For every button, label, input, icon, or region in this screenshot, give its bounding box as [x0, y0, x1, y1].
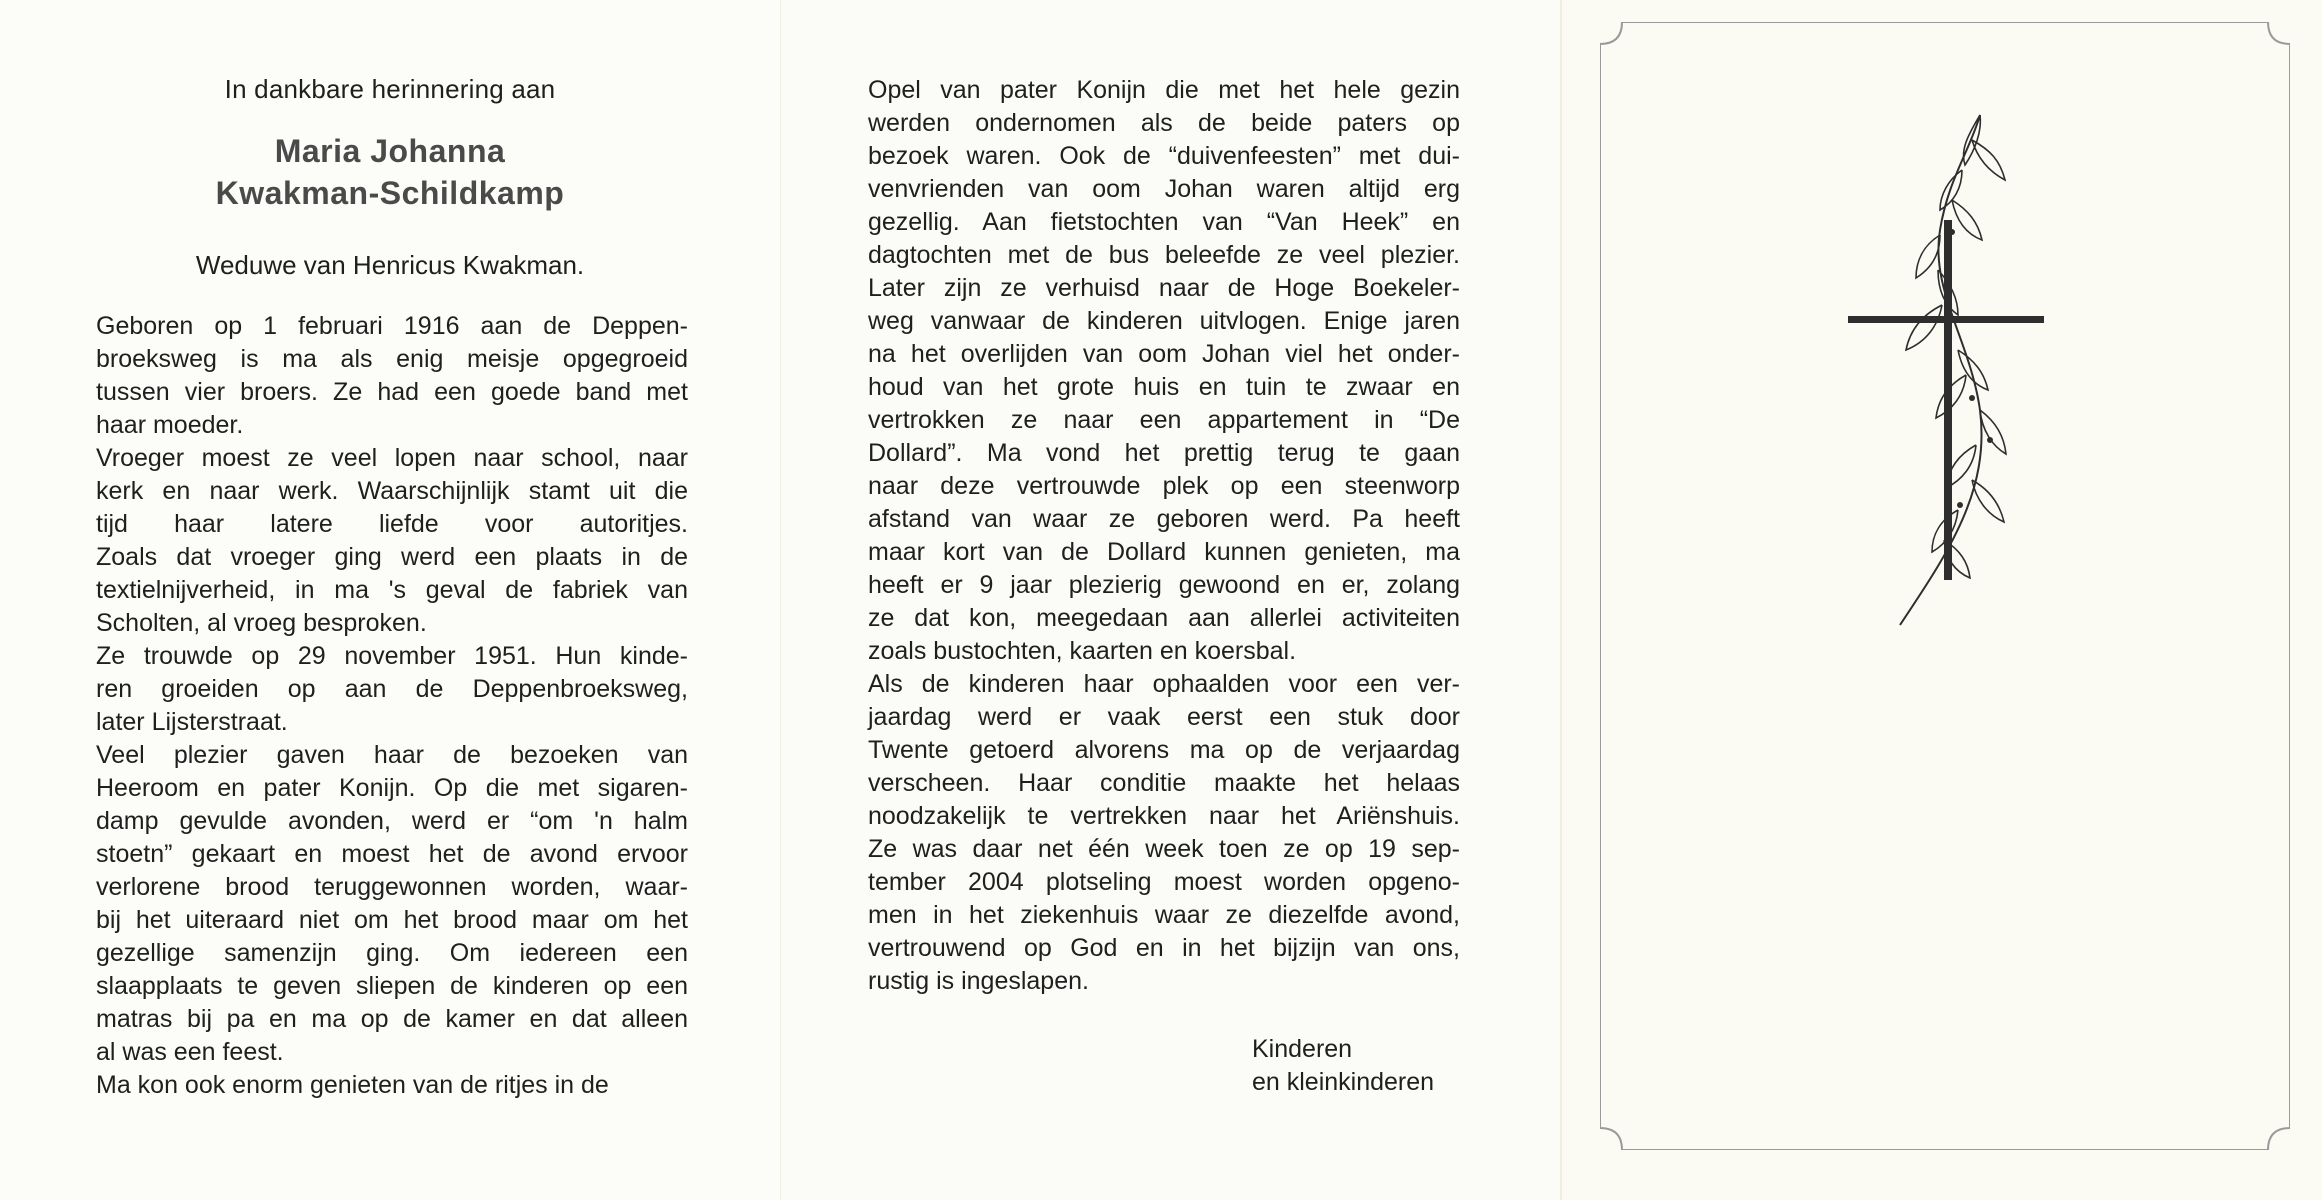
text-line: Scholten, al vroeg besproken.	[96, 609, 427, 637]
text-line: verlorene brood teruggewonnen worden, waar-	[96, 873, 688, 901]
signature-line-grandchildren: en kleinkinderen	[1252, 1068, 1435, 1096]
biography-column-left	[96, 310, 688, 1102]
text-line: Twente getoerd alvorens ma op de verjaardag	[868, 736, 1460, 764]
text-line: Vroeger moest ze veel lopen naar school, naar	[96, 444, 688, 472]
text-line: vertrouwend op God en in het bijzijn van ons,	[868, 934, 1460, 962]
text-line: verscheen. Haar conditie maakte het helaas	[868, 769, 1460, 797]
text-line: houd van het grote huis en tuin te zwaar en	[868, 373, 1460, 401]
text-line: afstand van waar ze geboren werd. Pa heeft	[868, 505, 1460, 533]
text-line: stoetn” gekaart en moest het de avond ervoor	[96, 840, 688, 868]
text-line: gezellig. Aan fietstochten van “Van Heek” en	[868, 208, 1460, 236]
text-line: heeft er 9 jaar plezierig gewoond en er, zolang	[868, 571, 1460, 599]
text-line: weg vanwaar de kinderen uitvlogen. Enige jaren	[868, 307, 1460, 335]
text-line: dagtochten met de bus beleefde ze veel plezier.	[868, 241, 1460, 269]
memorial-heading: In dankbare herinnering aan	[224, 74, 556, 104]
text-line: al was een feest.	[96, 1038, 284, 1066]
text-line: naar deze vertrouwde plek op een steenworp	[868, 472, 1460, 500]
text-line: Veel plezier gaven haar de bezoeken van	[96, 741, 688, 769]
text-line: zoals bustochten, kaarten en koersbal.	[868, 637, 1297, 665]
deceased-name-first: Maria Johanna	[274, 133, 506, 169]
text-line: ze dat kon, meegedaan aan allerlei activiteiten	[868, 604, 1460, 632]
text-line: textielnijverheid, in ma 's geval de fabriek van	[96, 576, 688, 604]
text-line: damp gevulde avonden, werd er “om 'n halm	[96, 807, 688, 835]
signature	[1252, 1033, 1434, 1099]
text-line: men in het ziekenhuis waar ze diezelfde avond,	[868, 901, 1460, 929]
text-line: haar moeder.	[96, 411, 244, 439]
text-line: slaapplaats te geven sliepen de kinderen op een	[96, 972, 688, 1000]
text-line: Geboren op 1 februari 1916 aan de Deppen-	[96, 312, 688, 340]
text-line: Zoals dat vroeger ging werd een plaats in de	[96, 543, 688, 571]
biography-column-middle	[868, 74, 1460, 998]
text-line: kerk en naar werk. Waarschijnlijk stamt uit die	[96, 477, 688, 505]
text-line: tember 2004 plotseling moest worden opgeno-	[868, 868, 1460, 896]
text-line: na het overlijden van oom Johan viel het onder-	[868, 340, 1460, 368]
text-line: later Lijsterstraat.	[96, 708, 288, 736]
text-line: Later zijn ze verhuisd naar de Hoge Boekeler-	[868, 274, 1460, 302]
text-line: venvrienden van oom Johan waren altijd erg	[868, 175, 1460, 203]
text-line: broeksweg is ma als enig meisje opgegroeid	[96, 345, 688, 373]
text-line: bezoek waren. Ook de “duivenfeesten” met dui-	[868, 142, 1460, 170]
text-line: Opel van pater Konijn die met het hele gezin	[868, 76, 1460, 104]
text-line: matras bij pa en ma op de kamer en dat alleen	[96, 1005, 688, 1033]
text-line: Ze was daar net één week toen ze op 19 sep-	[868, 835, 1460, 863]
deceased-name-last: Kwakman-Schildkamp	[215, 175, 565, 211]
widow-of-line: Weduwe van Henricus Kwakman.	[195, 250, 585, 280]
text-line: vertrokken ze naar een appartement in “De	[868, 406, 1460, 434]
text-line: bij het uiteraard niet om het brood maar om het	[96, 906, 688, 934]
text-line: rustig is ingeslapen.	[868, 967, 1089, 995]
text-line: maar kort van de Dollard kunnen genieten, ma	[868, 538, 1460, 566]
cross-with-branch-icon	[1840, 110, 2070, 630]
text-line: jaardag werd er vaak eerst een stuk door	[868, 703, 1460, 731]
text-line: Als de kinderen haar ophaalden voor een ver-	[868, 670, 1460, 698]
signature-line-children: Kinderen	[1252, 1035, 1353, 1063]
text-line: gezellige samenzijn ging. Om iedereen een	[96, 939, 688, 967]
text-line: werden ondernomen als de beide paters op	[868, 109, 1460, 137]
text-line: Ze trouwde op 29 november 1951. Hun kinde-	[96, 642, 688, 670]
text-line: tussen vier broers. Ze had een goede band met	[96, 378, 688, 406]
text-line: Dollard”. Ma vond het prettig terug te gaan	[868, 439, 1460, 467]
text-line: ren groeiden op aan de Deppenbroeksweg,	[96, 675, 688, 703]
text-line: noodzakelijk te vertrekken naar het Ariënshuis.	[868, 802, 1460, 830]
text-line: Ma kon ook enorm genieten van de ritjes in de	[96, 1071, 609, 1099]
text-line: Heeroom en pater Konijn. Op die met sigaren-	[96, 774, 688, 802]
text-line: tijd haar latere liefde voor autoritjes.	[96, 510, 688, 538]
